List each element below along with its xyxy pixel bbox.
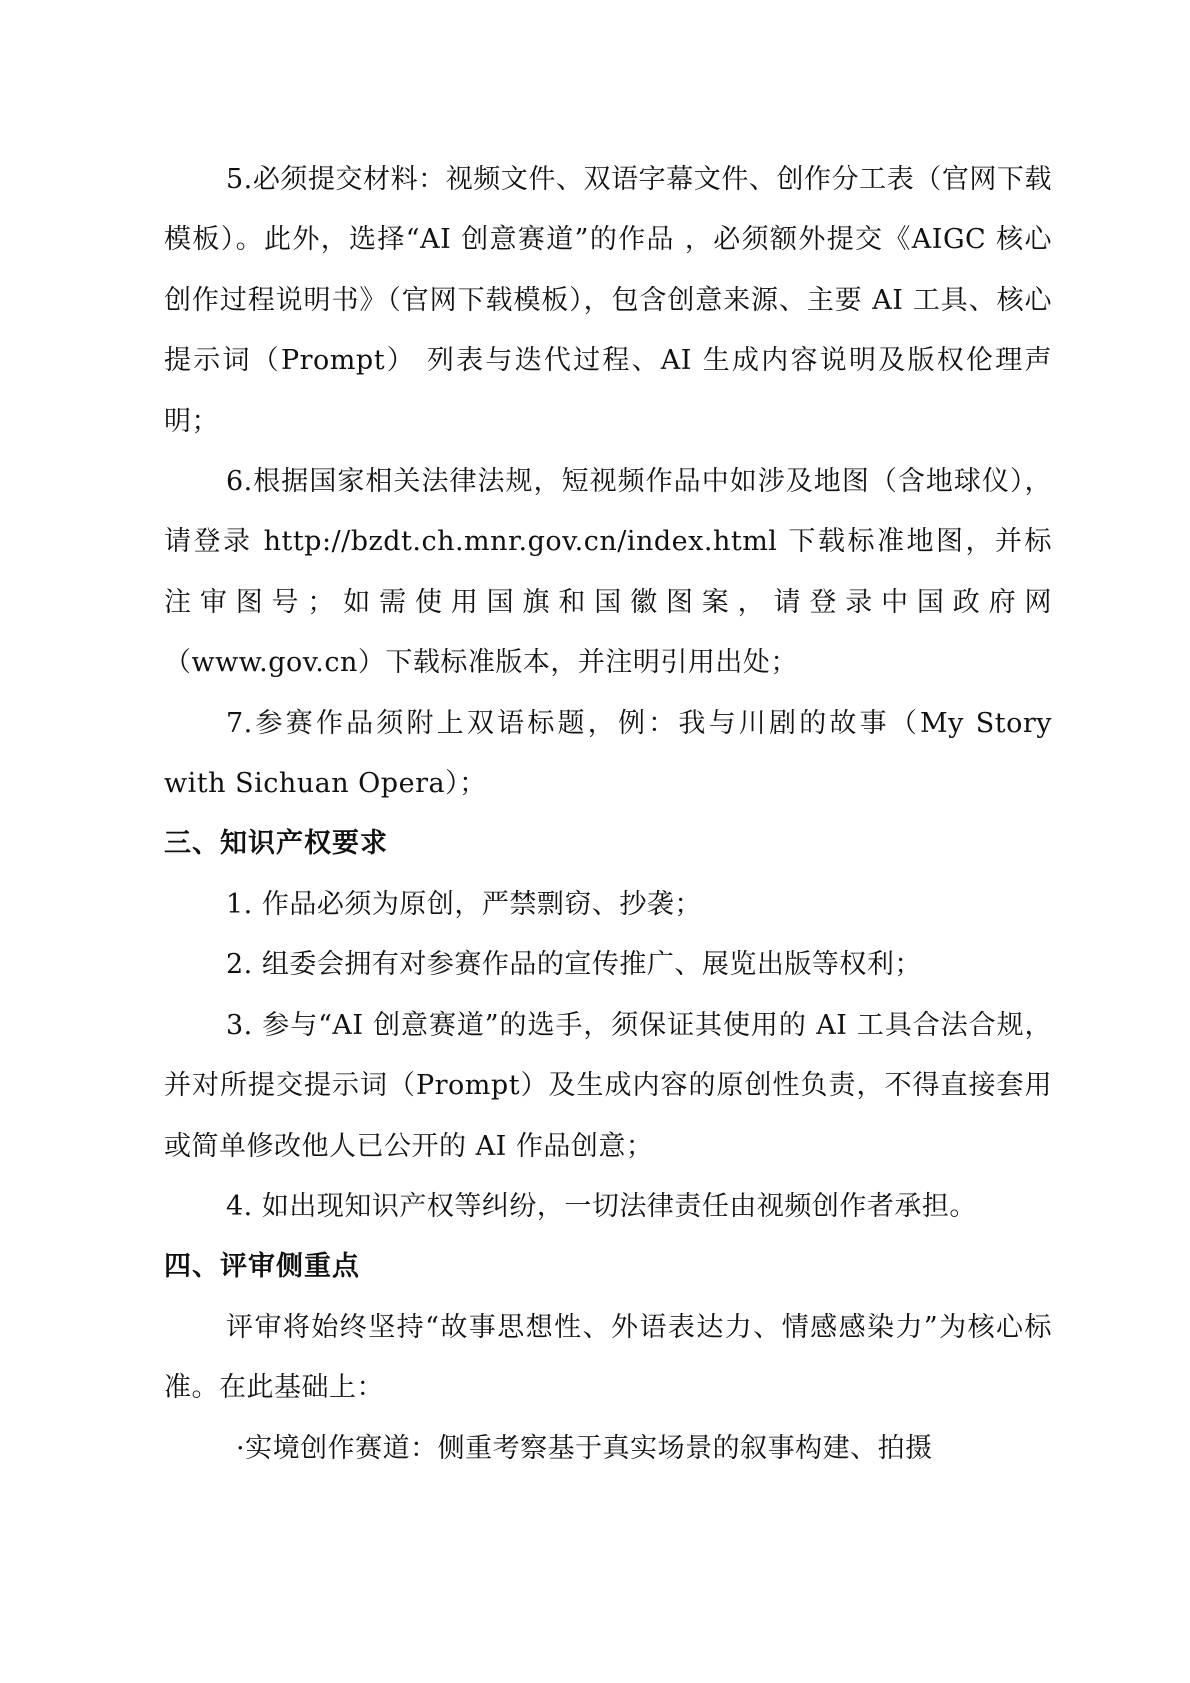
paragraph-item-7: 7.参赛作品须附上双语标题，例：我与川剧的故事（My Story with Sichuan Opera）； [164,707,1052,800]
paragraph-ip-1: 1. 作品必须为原创，严禁剽窃、抄袭； [226,888,702,920]
paragraph-item-6: 6.根据国家相关法律法规，短视频作品中如涉及地图（含地球仪），请登录 http://bzdt.ch.mnr.gov.cn/index.html 下载标准地图，并标注审图号；如需使用国旗和国徽图案，请登录中国政府网（www.gov.cn）下载标准版本，并注明引用出处； [164,466,1052,679]
document-body [164,150,1052,1479]
section-heading-ip: 三、知识产权要求 [164,828,388,860]
section-heading-review: 四、评审侧重点 [164,1251,360,1283]
paragraph-ip-2: 2. 组委会拥有对参赛作品的宣传推广、展览出版等权利； [226,949,922,981]
paragraph-review-bullet: ·实境创作赛道：侧重考察基于真实场景的叙事构建、拍摄 [236,1432,933,1464]
paragraph-review-intro: 评审将始终坚持“故事思想性、外语表达力、情感感染力”为核心标准。在此基础上： [164,1311,1052,1404]
paragraph-ip-3: 3. 参与“AI 创意赛道”的选手，须保证其使用的 AI 工具合法合规，并对所提交提示词（Prompt）及生成内容的原创性负责，不得直接套用或简单修改他人已公开的 AI 作品创意； [164,1009,1052,1162]
paragraph-ip-4: 4. 如出现知识产权等纠纷，一切法律责任由视频创作者承担。 [226,1190,977,1222]
paragraph-item-5: 5.必须提交材料：视频文件、双语字幕文件、创作分工表（官网下载模板）。此外，选择“AI 创意赛道”的作品 ，必须额外提交《AIGC 核心创作过程说明书》（官网下载模板），包含创意来源、主要 AI 工具、核心提示词（Prompt） 列表与迭代过程、AI 生成内容说明及版权伦理声明； [164,164,1052,437]
